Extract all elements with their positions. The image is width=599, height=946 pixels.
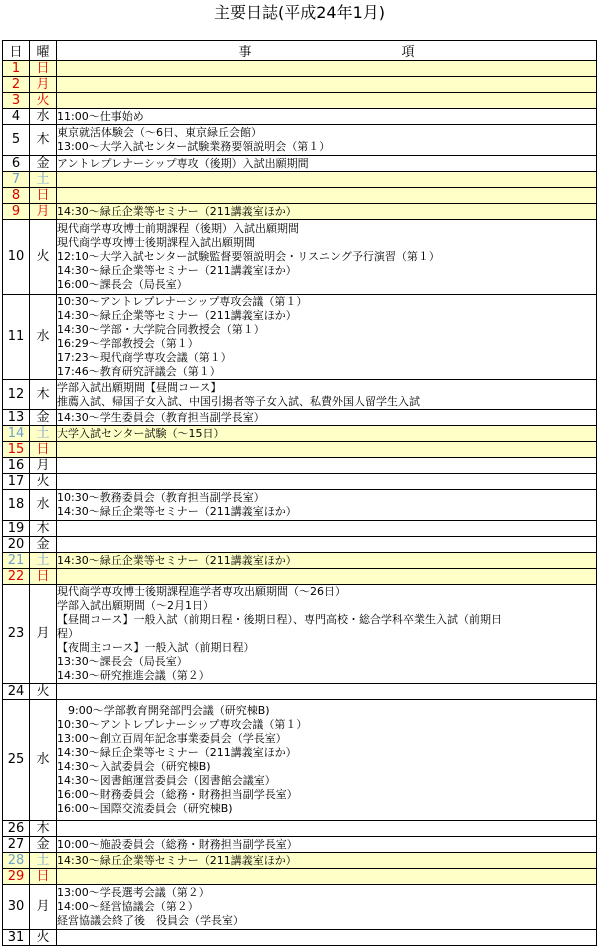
table-row [3, 521, 597, 537]
weekday-cell: 木 [30, 521, 57, 537]
weekday-cell: 木 [30, 821, 57, 837]
events-cell [57, 537, 597, 553]
table-row [3, 853, 597, 869]
events-cell [57, 109, 597, 125]
event-line: 程） [57, 627, 79, 640]
event-line: 経営協議会終了後 役員会（学長室） [57, 914, 244, 927]
day-cell: 8 [3, 188, 30, 204]
event-line: 16:29～学部教授会（第１） [57, 337, 199, 350]
weekday-cell: 日 [30, 569, 57, 585]
weekday-cell: 月 [30, 77, 57, 93]
weekday-cell: 日 [30, 442, 57, 458]
weekday-cell: 金 [30, 410, 57, 426]
events-cell [57, 853, 597, 869]
event-line: 14:30～緑丘企業等セミナー（211講義室ほか） [57, 309, 297, 322]
day-cell: 17 [3, 474, 30, 490]
weekday-cell: 金 [30, 837, 57, 853]
day-cell: 22 [3, 569, 30, 585]
weekday-cell: 月 [30, 885, 57, 930]
events-cell [57, 569, 597, 585]
day-cell: 7 [3, 172, 30, 188]
day-cell: 11 [3, 295, 30, 380]
events-cell [57, 458, 597, 474]
table-row [3, 220, 597, 295]
day-cell: 18 [3, 490, 30, 521]
table-row [3, 553, 597, 569]
day-cell: 23 [3, 585, 30, 684]
events-cell [57, 410, 597, 426]
event-line: 12:10～大学入試センター試験監督要領説明会・リスニング予行演習（第１） [57, 250, 440, 263]
event-line: 13:00～創立百周年記念事業委員会（学長室） [57, 732, 287, 745]
events-cell [57, 553, 597, 569]
weekday-cell: 火 [30, 474, 57, 490]
events-cell [57, 869, 597, 885]
events-cell [57, 885, 597, 930]
table-row [3, 585, 597, 684]
day-cell: 26 [3, 821, 30, 837]
table-row [3, 458, 597, 474]
table-row [3, 172, 597, 188]
events-cell [57, 156, 597, 172]
event-line: 14:30～緑丘企業等セミナー（211講義室ほか） [57, 853, 297, 867]
event-line: 14:30～緑丘企業等セミナー（211講義室ほか） [57, 264, 297, 277]
table-row [3, 537, 597, 553]
event-line: 東京就活体験会（～6日、東京緑丘会館） [57, 126, 262, 139]
weekday-cell: 火 [30, 684, 57, 700]
events-cell [57, 188, 597, 204]
diary-table [2, 40, 597, 946]
day-cell: 12 [3, 380, 30, 410]
table-row [3, 204, 597, 220]
table-row [3, 821, 597, 837]
header-events-left: 事 [238, 45, 252, 60]
weekday-cell: 月 [30, 458, 57, 474]
day-cell: 14 [3, 426, 30, 442]
events-cell [57, 426, 597, 442]
header-events [57, 41, 597, 61]
weekday-cell: 金 [30, 537, 57, 553]
page-title: 主要日誌(平成24年1月) [213, 3, 386, 22]
table-row [3, 474, 597, 490]
events-cell [57, 684, 597, 700]
table-row [3, 930, 597, 946]
event-line: 14:30～学生委員会（教育担当副学長室） [57, 410, 265, 424]
events-cell [57, 442, 597, 458]
day-cell: 3 [3, 93, 30, 109]
weekday-cell: 土 [30, 172, 57, 188]
event-line: 大学入試センター試験（～15日） [57, 426, 225, 440]
day-cell: 15 [3, 442, 30, 458]
table-row [3, 442, 597, 458]
event-line: 17:46～教育研究評議会（第１） [57, 365, 221, 378]
table-row [3, 426, 597, 442]
event-line: 【昼間コース】一般入試（前期日程・後期日程）、専門高校・総合学科卒業生入試（前期日 [57, 613, 502, 626]
event-line: 14:30～入試委員会（研究棟B) [57, 760, 211, 773]
table-row [3, 837, 597, 853]
event-line: 14:00～経営協議会（第２） [57, 900, 199, 913]
events-cell [57, 837, 597, 853]
day-cell: 29 [3, 869, 30, 885]
event-line: 学部入試出願期間【昼間コース】 [57, 380, 222, 394]
event-line: 現代商学専攻博士後期課程進学者専攻出願期間（～26日） [57, 585, 346, 598]
weekday-cell: 土 [30, 426, 57, 442]
header-weekday: 曜 [30, 41, 57, 61]
weekday-cell: 水 [30, 700, 57, 821]
weekday-cell: 金 [30, 156, 57, 172]
header-day: 日 [3, 41, 30, 61]
day-cell: 24 [3, 684, 30, 700]
day-cell: 31 [3, 930, 30, 946]
event-line: 10:30～教務委員会（教育担当副学長室） [57, 491, 265, 504]
event-line: 推薦入試、帰国子女入試、中国引揚者等子女入試、私費外国人留学生入試 [57, 394, 420, 408]
weekday-cell: 日 [30, 188, 57, 204]
event-line: 17:23～現代商学専攻会議（第１） [57, 351, 232, 364]
day-cell: 27 [3, 837, 30, 853]
event-line: 現代商学専攻博士前期課程（後期）入試出願期間 [57, 222, 299, 235]
event-line: アントレプレナーシップ専攻（後期）入試出願期間 [57, 156, 309, 170]
table-row [3, 700, 597, 821]
event-line: 13:30～課長会（局長室） [57, 655, 188, 668]
day-cell: 6 [3, 156, 30, 172]
events-cell [57, 204, 597, 220]
table-row [3, 885, 597, 930]
table-row [3, 77, 597, 93]
table-row [3, 410, 597, 426]
weekday-cell: 木 [30, 125, 57, 156]
day-cell: 28 [3, 853, 30, 869]
events-cell [57, 295, 597, 380]
weekday-cell: 日 [30, 61, 57, 77]
event-line: 11:00～仕事始め [57, 109, 144, 123]
event-line: 14:30～緑丘企業等セミナー（211講義室ほか） [57, 553, 297, 567]
event-line: 14:30～緑丘企業等セミナー（211講義室ほか） [57, 204, 297, 218]
weekday-cell: 土 [30, 553, 57, 569]
table-row [3, 61, 597, 77]
table-row [3, 156, 597, 172]
event-line: 16:00～国際交流委員会（研究棟B) [57, 802, 233, 815]
events-cell [57, 521, 597, 537]
weekday-cell: 月 [30, 204, 57, 220]
day-cell: 30 [3, 885, 30, 930]
table-row [3, 125, 597, 156]
table-row [3, 380, 597, 410]
event-line: 14:30～図書館運営委員会（図書館会議室） [57, 774, 276, 787]
events-cell [57, 821, 597, 837]
day-cell: 5 [3, 125, 30, 156]
events-cell [57, 61, 597, 77]
event-line: 13:00～学長選考会議（第２） [57, 886, 210, 899]
weekday-cell: 月 [30, 585, 57, 684]
weekday-cell: 水 [30, 490, 57, 521]
weekday-cell: 火 [30, 220, 57, 295]
day-cell: 13 [3, 410, 30, 426]
event-line: 10:00～施設委員会（総務・財務担当副学長室） [57, 837, 298, 851]
weekday-cell: 火 [30, 930, 57, 946]
weekday-cell: 火 [30, 93, 57, 109]
weekday-cell: 水 [30, 109, 57, 125]
events-cell [57, 220, 597, 295]
events-cell [57, 172, 597, 188]
day-cell: 21 [3, 553, 30, 569]
table-row [3, 684, 597, 700]
event-line: 【夜間主コース】一般入試（前期日程） [57, 641, 255, 654]
table-row [3, 295, 597, 380]
event-line: 10:30～アントレプレナーシップ専攻会議（第１） [57, 295, 308, 308]
events-cell [57, 380, 597, 410]
events-cell [57, 930, 597, 946]
event-line: 9:00～学部教育開発部門会議（研究棟B) [57, 704, 270, 717]
events-cell [57, 125, 597, 156]
day-cell: 19 [3, 521, 30, 537]
events-cell [57, 585, 597, 684]
event-line: 14:30～学部・大学院合同教授会（第１） [57, 323, 265, 336]
table-row [3, 490, 597, 521]
day-cell: 1 [3, 61, 30, 77]
event-line: 学部入試出願期間（～2月1日） [57, 599, 214, 612]
events-cell [57, 93, 597, 109]
weekday-cell: 木 [30, 380, 57, 410]
event-line: 16:00～財務委員会（総務・財務担当副学長室） [57, 788, 298, 801]
event-line: 14:30～研究推進会議（第２） [57, 669, 210, 682]
weekday-cell: 水 [30, 295, 57, 380]
table-row [3, 93, 597, 109]
event-line: 14:30～緑丘企業等セミナー（211講義室ほか） [57, 505, 297, 518]
header-events-right: 項 [401, 45, 415, 60]
day-cell: 20 [3, 537, 30, 553]
table-row [3, 869, 597, 885]
event-line: 10:30～アントレプレナーシップ専攻会議（第１） [57, 718, 308, 731]
day-cell: 2 [3, 77, 30, 93]
day-cell: 4 [3, 109, 30, 125]
table-row [3, 109, 597, 125]
day-cell: 16 [3, 458, 30, 474]
day-cell: 10 [3, 220, 30, 295]
event-line: 14:30～緑丘企業等セミナー（211講義室ほか） [57, 746, 297, 759]
weekday-cell: 土 [30, 853, 57, 869]
event-line: 16:00～課長会（局長室） [57, 278, 188, 291]
events-cell [57, 700, 597, 821]
day-cell: 25 [3, 700, 30, 821]
event-line: 現代商学専攻博士後期課程入試出願期間 [57, 236, 255, 249]
table-row [3, 569, 597, 585]
day-cell: 9 [3, 204, 30, 220]
events-cell [57, 474, 597, 490]
event-line: 13:00～大学入試センター試験業務要領説明会（第１） [57, 140, 331, 153]
events-cell [57, 490, 597, 521]
weekday-cell: 日 [30, 869, 57, 885]
table-header-row [3, 41, 597, 61]
table-row [3, 188, 597, 204]
events-cell [57, 77, 597, 93]
